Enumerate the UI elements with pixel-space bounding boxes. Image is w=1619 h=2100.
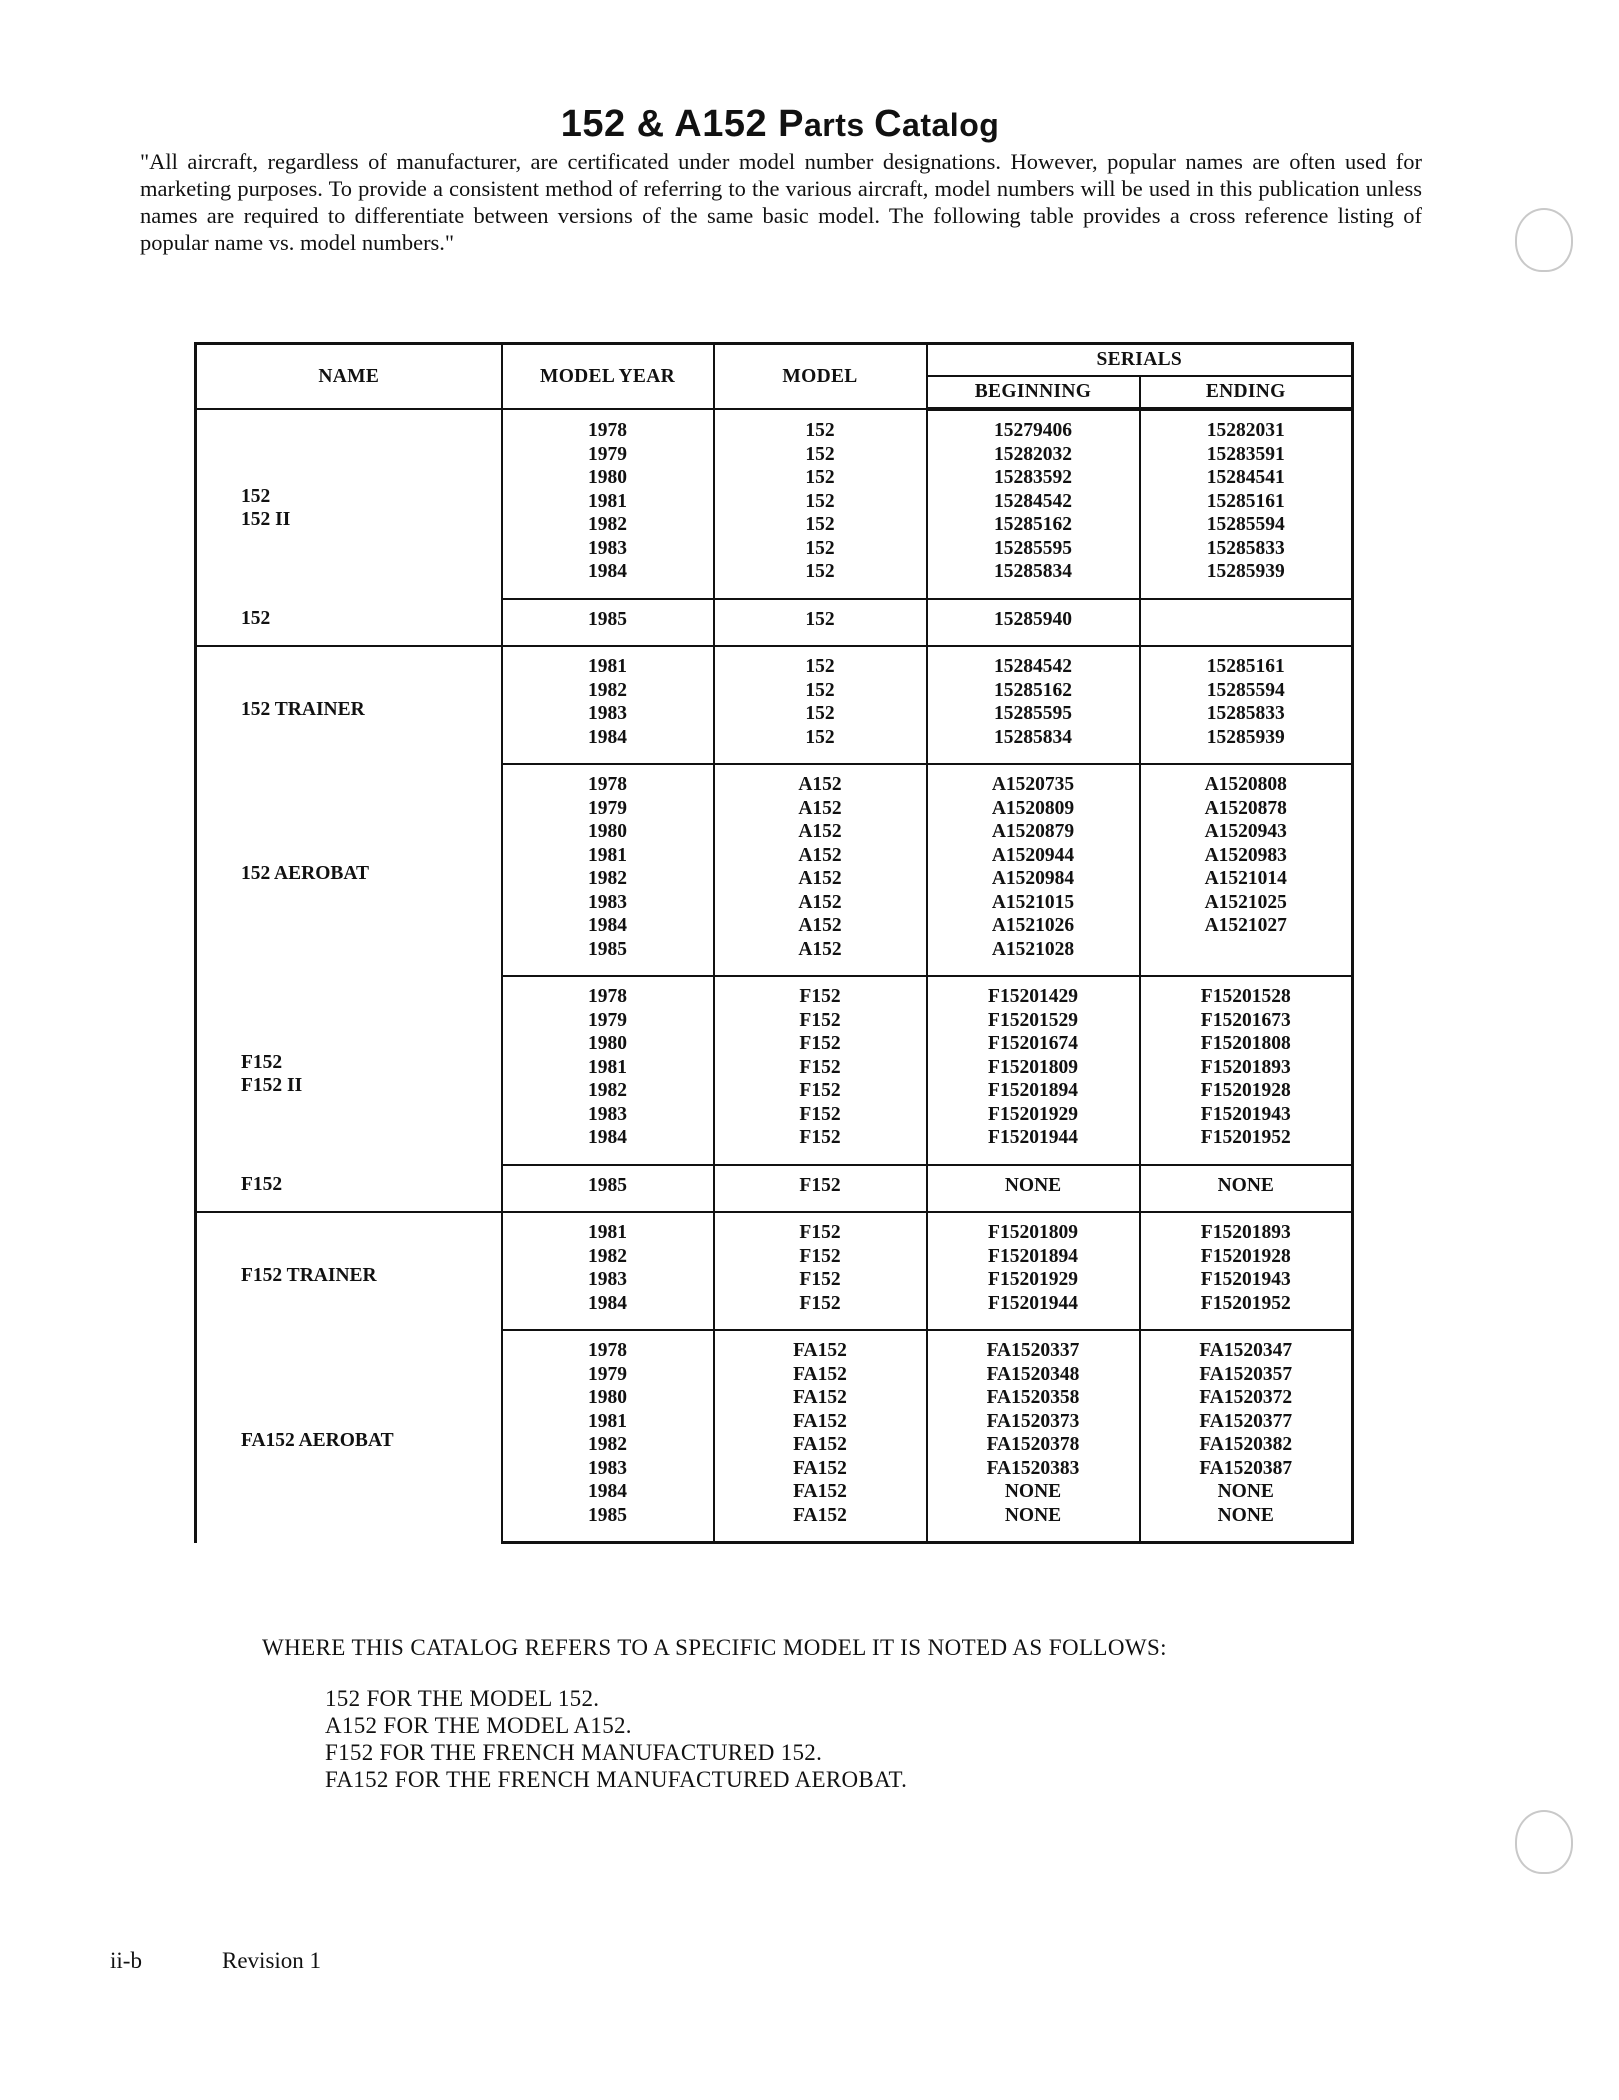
name-line: 152: [241, 608, 271, 629]
header-model-year: MODEL YEAR: [502, 344, 714, 410]
cell-model-year: 1984: [502, 560, 714, 599]
cell-model-year: 1980: [502, 1386, 714, 1410]
cell-model-year: 1983: [502, 1457, 714, 1481]
cell-model: 152: [714, 560, 927, 599]
cell-serial-beginning: FA1520348: [927, 1363, 1140, 1387]
cell-model: FA152: [714, 1386, 927, 1410]
table-row: [196, 646, 1353, 679]
cell-name: [196, 599, 502, 647]
cell-model-year: 1979: [502, 1363, 714, 1387]
cell-model: 152: [714, 443, 927, 467]
cell-name: [196, 409, 502, 599]
note-heading: WHERE THIS CATALOG REFERS TO A SPECIFIC MODEL IT IS NOTED AS FOLLOWS:: [262, 1635, 1167, 1660]
cell-model-year: 1985: [502, 599, 714, 647]
cell-model: F152: [714, 1268, 927, 1292]
cell-model-year: 1984: [502, 1292, 714, 1331]
title-main: 152 & A152 P: [560, 103, 804, 146]
cell-serial-ending: F15201928: [1140, 1079, 1353, 1103]
cell-model: A152: [714, 764, 927, 797]
cell-serial-ending: 15283591: [1140, 443, 1353, 467]
intro-paragraph: "All aircraft, regardless of manufacturer, are certificated under model number designations. However, popular names are often used for marketing purposes. To provide a consistent method of referring to the various aircraft, model numbers will be used in this publication unless names are required to differentiate between versions of the same basic model. The following table provides a cross reference listing of popular name vs. model numbers.": [140, 149, 1422, 255]
cell-model: A152: [714, 867, 927, 891]
cell-serial-ending: A1521014: [1140, 867, 1353, 891]
cell-serial-beginning: F15201809: [927, 1056, 1140, 1080]
cell-serial-ending: F15201943: [1140, 1103, 1353, 1127]
cell-serial-beginning: 15285940: [927, 599, 1140, 647]
cell-model: FA152: [714, 1410, 927, 1434]
cell-model-year: 1980: [502, 820, 714, 844]
table-row: [196, 1165, 1353, 1213]
cell-model-year: 1983: [502, 1103, 714, 1127]
cell-model: F152: [714, 1009, 927, 1033]
cell-model-year: 1978: [502, 976, 714, 1009]
cell-serial-ending: FA1520377: [1140, 1410, 1353, 1434]
cell-model-year: 1984: [502, 1480, 714, 1504]
cell-model: 152: [714, 646, 927, 679]
cell-serial-beginning: 15282032: [927, 443, 1140, 467]
cell-serial-beginning: A1521015: [927, 891, 1140, 915]
cell-name: [196, 764, 502, 976]
cell-serial-ending: 15282031: [1140, 409, 1353, 443]
name-line: F152 TRAINER: [241, 1264, 377, 1286]
cell-model: F152: [714, 1126, 927, 1165]
cell-serial-beginning: 15283592: [927, 466, 1140, 490]
cell-model: F152: [714, 1165, 927, 1213]
cell-serial-beginning: 15285595: [927, 702, 1140, 726]
footer-revision: Revision 1: [222, 1948, 322, 1973]
cell-serial-ending: F15201808: [1140, 1032, 1353, 1056]
cell-model: 152: [714, 466, 927, 490]
cell-model: 152: [714, 679, 927, 703]
cell-serial-ending: A1520943: [1140, 820, 1353, 844]
cell-serial-ending: FA1520387: [1140, 1457, 1353, 1481]
cell-model-year: 1983: [502, 537, 714, 561]
cell-model-year: 1985: [502, 1504, 714, 1543]
cell-model-year: 1983: [502, 891, 714, 915]
cell-serial-beginning: 15284542: [927, 490, 1140, 514]
cell-model: FA152: [714, 1457, 927, 1481]
cell-model-year: 1981: [502, 1056, 714, 1080]
cell-model-year: 1985: [502, 938, 714, 977]
cell-serial-beginning: FA1520358: [927, 1386, 1140, 1410]
cell-name: [196, 976, 502, 1165]
cell-serial-beginning: A1520809: [927, 797, 1140, 821]
cell-serial-ending: A1520808: [1140, 764, 1353, 797]
cell-serial-ending: F15201928: [1140, 1245, 1353, 1269]
cell-model: F152: [714, 1212, 927, 1245]
table-header: [196, 344, 1353, 410]
cell-model-year: 1982: [502, 1433, 714, 1457]
cell-serial-ending: [1140, 938, 1353, 977]
cell-model: FA152: [714, 1363, 927, 1387]
cell-model-year: 1982: [502, 513, 714, 537]
header-serials: SERIALS: [927, 344, 1353, 377]
cell-serial-beginning: F15201929: [927, 1103, 1140, 1127]
cell-model-year: 1983: [502, 702, 714, 726]
cell-serial-ending: NONE: [1140, 1165, 1353, 1213]
cell-serial-ending: F15201528: [1140, 976, 1353, 1009]
cell-model-year: 1981: [502, 490, 714, 514]
cell-serial-ending: F15201893: [1140, 1212, 1353, 1245]
cell-model-year: 1982: [502, 1245, 714, 1269]
cell-model-year: 1984: [502, 914, 714, 938]
cell-name: [196, 646, 502, 764]
cell-serial-beginning: FA1520378: [927, 1433, 1140, 1457]
cell-model: 152: [714, 513, 927, 537]
cell-model: A152: [714, 938, 927, 977]
cell-model-year: 1982: [502, 867, 714, 891]
cell-serial-beginning: NONE: [927, 1480, 1140, 1504]
name-line: FA152 AEROBAT: [241, 1429, 394, 1451]
cell-model-year: 1982: [502, 679, 714, 703]
cell-serial-beginning: FA1520373: [927, 1410, 1140, 1434]
cell-model-year: 1978: [502, 409, 714, 443]
cell-serial-beginning: F15201809: [927, 1212, 1140, 1245]
cell-model-year: 1979: [502, 1009, 714, 1033]
cell-serial-ending: 15285833: [1140, 702, 1353, 726]
cell-model: F152: [714, 1292, 927, 1331]
cell-model: A152: [714, 820, 927, 844]
cell-model: F152: [714, 1056, 927, 1080]
header-name: NAME: [196, 344, 502, 410]
cell-serial-ending: FA1520382: [1140, 1433, 1353, 1457]
title-small-1: arts: [804, 107, 875, 144]
cell-serial-beginning: A1520735: [927, 764, 1140, 797]
cell-serial-beginning: 15285595: [927, 537, 1140, 561]
cell-serial-beginning: A1520879: [927, 820, 1140, 844]
cell-serial-beginning: A1520984: [927, 867, 1140, 891]
cell-serial-beginning: 15285162: [927, 513, 1140, 537]
name-line: F152: [241, 1051, 283, 1073]
note-item: 152 FOR THE MODEL 152.: [325, 1686, 600, 1711]
header-beginning: BEGINNING: [927, 376, 1140, 409]
cell-model-year: 1978: [502, 1330, 714, 1363]
cell-serial-beginning: FA1520337: [927, 1330, 1140, 1363]
cell-model-year: 1978: [502, 764, 714, 797]
cell-model: F152: [714, 1103, 927, 1127]
name-line: 152 TRAINER: [241, 698, 365, 720]
cell-serial-ending: 15285939: [1140, 560, 1353, 599]
cell-model: F152: [714, 976, 927, 1009]
cell-model: A152: [714, 844, 927, 868]
name-line: 152: [241, 485, 271, 507]
cell-model-year: 1981: [502, 646, 714, 679]
cell-model: 152: [714, 726, 927, 765]
cell-model: 152: [714, 409, 927, 443]
footer-page-number: ii-b: [110, 1948, 142, 1973]
title-c: C: [874, 103, 903, 146]
cell-model-year: 1984: [502, 1126, 714, 1165]
cell-model: A152: [714, 914, 927, 938]
note-item: FA152 FOR THE FRENCH MANUFACTURED AEROBAT.: [325, 1767, 908, 1792]
cell-serial-ending: [1140, 599, 1353, 647]
cell-serial-beginning: F15201429: [927, 976, 1140, 1009]
cell-model: 152: [714, 702, 927, 726]
cell-model-year: 1982: [502, 1079, 714, 1103]
table-row: [196, 599, 1353, 647]
cell-serial-beginning: A1521028: [927, 938, 1140, 977]
cell-serial-beginning: FA1520383: [927, 1457, 1140, 1481]
note-item: A152 FOR THE MODEL A152.: [325, 1713, 632, 1738]
cell-model: F152: [714, 1079, 927, 1103]
cell-serial-beginning: NONE: [927, 1165, 1140, 1213]
cell-serial-ending: A1521025: [1140, 891, 1353, 915]
cell-serial-ending: 15285939: [1140, 726, 1353, 765]
cell-serial-ending: 15284541: [1140, 466, 1353, 490]
cell-serial-ending: NONE: [1140, 1504, 1353, 1543]
cell-model-year: 1981: [502, 844, 714, 868]
cell-serial-ending: FA1520347: [1140, 1330, 1353, 1363]
cell-model: F152: [714, 1245, 927, 1269]
cell-serial-beginning: 15284542: [927, 646, 1140, 679]
cell-serial-ending: F15201952: [1140, 1292, 1353, 1331]
cell-serial-ending: 15285833: [1140, 537, 1353, 561]
binder-hole-bottom: [1515, 1810, 1573, 1874]
title-small-2: atalog: [902, 107, 1000, 144]
cell-model-year: 1980: [502, 466, 714, 490]
cell-model-year: 1979: [502, 443, 714, 467]
cell-serial-ending: A1520878: [1140, 797, 1353, 821]
cell-model: F152: [714, 1032, 927, 1056]
cell-model-year: 1983: [502, 1268, 714, 1292]
cell-model: FA152: [714, 1330, 927, 1363]
cell-serial-beginning: F15201894: [927, 1079, 1140, 1103]
cell-serial-beginning: F15201529: [927, 1009, 1140, 1033]
table-body: [196, 409, 1353, 1543]
cell-serial-beginning: A1521026: [927, 914, 1140, 938]
cell-serial-ending: F15201673: [1140, 1009, 1353, 1033]
table-row: [196, 409, 1353, 443]
cell-model: A152: [714, 797, 927, 821]
cell-serial-beginning: 15279406: [927, 409, 1140, 443]
cell-serial-ending: A1520983: [1140, 844, 1353, 868]
cell-model: A152: [714, 891, 927, 915]
name-line: 152 AEROBAT: [241, 863, 370, 885]
cell-model-year: 1984: [502, 726, 714, 765]
cell-model-year: 1981: [502, 1212, 714, 1245]
cell-serial-ending: 15285161: [1140, 646, 1353, 679]
cell-serial-ending: F15201943: [1140, 1268, 1353, 1292]
header-model: MODEL: [714, 344, 927, 410]
cell-serial-beginning: F15201894: [927, 1245, 1140, 1269]
cell-model: FA152: [714, 1480, 927, 1504]
cell-serial-ending: F15201952: [1140, 1126, 1353, 1165]
cell-serial-ending: F15201893: [1140, 1056, 1353, 1080]
cell-serial-beginning: 15285834: [927, 726, 1140, 765]
cell-model: 152: [714, 537, 927, 561]
cell-name: [196, 1165, 502, 1213]
header-ending: ENDING: [1140, 376, 1353, 409]
cell-serial-beginning: A1520944: [927, 844, 1140, 868]
table-row: [196, 1212, 1353, 1245]
table-row: [196, 764, 1353, 797]
cell-serial-beginning: NONE: [927, 1504, 1140, 1543]
name-line: F152 II: [241, 1075, 303, 1097]
cell-model-year: 1981: [502, 1410, 714, 1434]
cell-serial-ending: NONE: [1140, 1480, 1353, 1504]
cell-model-year: 1985: [502, 1165, 714, 1213]
cell-serial-ending: A1521027: [1140, 914, 1353, 938]
cell-serial-beginning: 15285162: [927, 679, 1140, 703]
cell-name: [196, 1330, 502, 1543]
name-line: 152 II: [241, 509, 291, 531]
table-row: [196, 976, 1353, 1009]
cell-model: 152: [714, 490, 927, 514]
cell-serial-beginning: F15201674: [927, 1032, 1140, 1056]
cell-serial-ending: FA1520357: [1140, 1363, 1353, 1387]
cell-serial-beginning: 15285834: [927, 560, 1140, 599]
cell-name: [196, 1212, 502, 1330]
note-item: F152 FOR THE FRENCH MANUFACTURED 152.: [325, 1740, 823, 1765]
cell-serial-ending: 15285594: [1140, 679, 1353, 703]
cell-model: FA152: [714, 1433, 927, 1457]
table-row: [196, 1330, 1353, 1363]
cell-serial-ending: FA1520372: [1140, 1386, 1353, 1410]
cell-serial-beginning: F15201944: [927, 1292, 1140, 1331]
cell-serial-ending: 15285594: [1140, 513, 1353, 537]
note-list: [325, 1685, 907, 1793]
cell-serial-beginning: F15201944: [927, 1126, 1140, 1165]
cross-reference-table: [194, 342, 1354, 1544]
cell-serial-ending: 15285161: [1140, 490, 1353, 514]
page-title: [0, 103, 1560, 146]
cell-model-year: 1979: [502, 797, 714, 821]
name-line: F152: [241, 1174, 283, 1195]
binder-hole-top: [1515, 208, 1573, 272]
intro-section: [140, 148, 1422, 256]
cell-model: FA152: [714, 1504, 927, 1543]
cell-model-year: 1980: [502, 1032, 714, 1056]
cell-serial-beginning: F15201929: [927, 1268, 1140, 1292]
cell-model: 152: [714, 599, 927, 647]
